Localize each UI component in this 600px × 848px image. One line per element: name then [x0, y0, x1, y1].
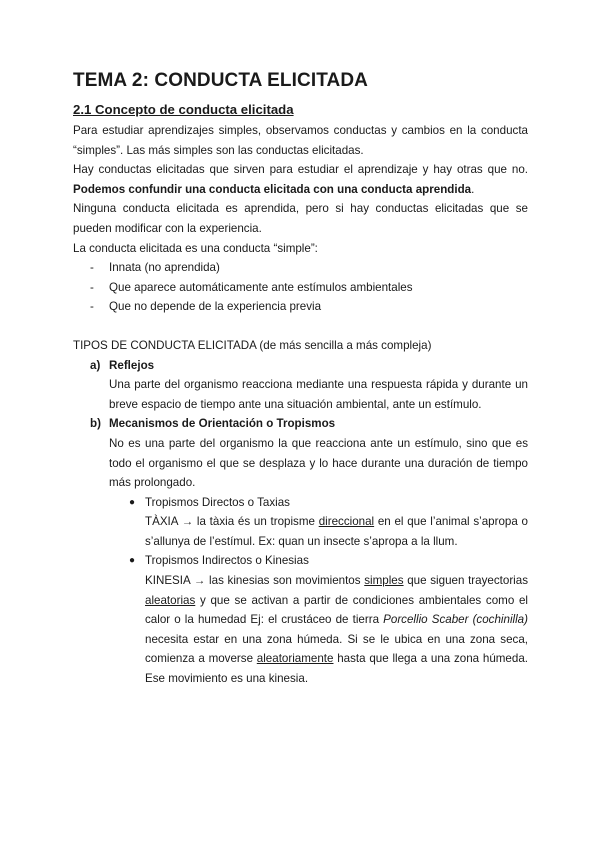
bullet-taxias: [73, 493, 528, 513]
text: Hay conductas elicitadas que sirven para estudiar el aprendizaje y hay otras que no.: [73, 163, 528, 177]
paragraph: [145, 512, 528, 551]
section-heading: 2.1 Concepto de conducta elicitada: [73, 102, 294, 117]
subsection-a-heading: [73, 356, 528, 376]
bullet-icon: ●: [129, 496, 136, 508]
list-item: - Que aparece automáticamente ante estímulos ambientales: [90, 278, 528, 298]
text: que siguen trayectorias: [403, 574, 529, 588]
subsection-label: b): [90, 417, 101, 431]
list-item: - Innata (no aprendida): [90, 258, 528, 278]
bullet-icon: ●: [129, 555, 136, 567]
types-intro: TIPOS DE CONDUCTA ELICITADA (de más sencilla a más compleja): [73, 338, 432, 352]
paragraph: Para estudiar aprendizajes simples, observamos conductas y cambios en la conducta “simples”. Las más simples son las conductas elicitadas.: [73, 124, 528, 157]
text: en el que l’animal s’apropa o s’allunya de l’estímul. Ex: quan un insecte s’apropa a la llum.: [145, 515, 528, 548]
paragraph: Una parte del organismo reacciona mediante una respuesta rápida y durante un breve espacio de tiempo ante una situación ambiental, ante un estímulo.: [109, 378, 528, 411]
paragraph: Ninguna conducta elicitada es aprendida, pero si hay conductas elicitadas que se pueden modificar con la experiencia.: [73, 202, 528, 235]
subsection-b-heading: [73, 414, 528, 434]
text: y que se activan a partir de condiciones ambientales como el calor o la humedad Ej: el crustáceo de tierra: [145, 593, 528, 627]
text: necesita estar en una zona húmeda. Si se le ubica en una zona seca, comienza a moverse: [145, 632, 528, 666]
text: TÀXIA → la tàxia és un tropisme: [145, 515, 319, 529]
text: .: [471, 182, 475, 196]
underlined-text: aleatoriamente: [256, 652, 334, 666]
list-item: - Que no depende de la experiencia previa: [90, 297, 528, 317]
document-page: [73, 70, 528, 689]
underlined-text: direccional: [318, 515, 375, 529]
paragraph: [145, 571, 528, 689]
italic-text: Porcellio Scaber (cochinilla): [383, 613, 528, 627]
text: KINESIA → las kinesias son movimientos: [145, 574, 365, 588]
subsection-title: Mecanismos de Orientación o Tropismos: [109, 417, 336, 431]
subsection-label: a): [90, 358, 101, 372]
paragraph: La conducta elicitada es una conducta “simple”:: [73, 241, 318, 255]
page-title: TEMA 2: CONDUCTA ELICITADA: [73, 70, 368, 91]
subsection-title: Reflejos: [109, 358, 155, 372]
dash-list: [73, 258, 528, 317]
underlined-text: aleatorias: [145, 593, 196, 607]
paragraph: No es una parte del organismo la que reacciona ante un estímulo, sino que es todo el organismo el que se desplaza y lo hace durante una duración de tiempo más prolongado.: [109, 436, 528, 490]
underlined-text: simples: [364, 574, 404, 588]
bullet-title: Tropismos Indirectos o Kinesias: [145, 554, 309, 568]
text: hasta que llega a una zona húmeda. Ese movimiento es una kinesia.: [145, 652, 528, 686]
bullet-kinesias: [73, 551, 528, 571]
bold-text: Podemos confundir una conducta elicitada con una conducta aprendida: [73, 182, 472, 196]
bullet-title: Tropismos Directos o Taxias: [145, 495, 290, 509]
paragraph: [73, 160, 528, 199]
